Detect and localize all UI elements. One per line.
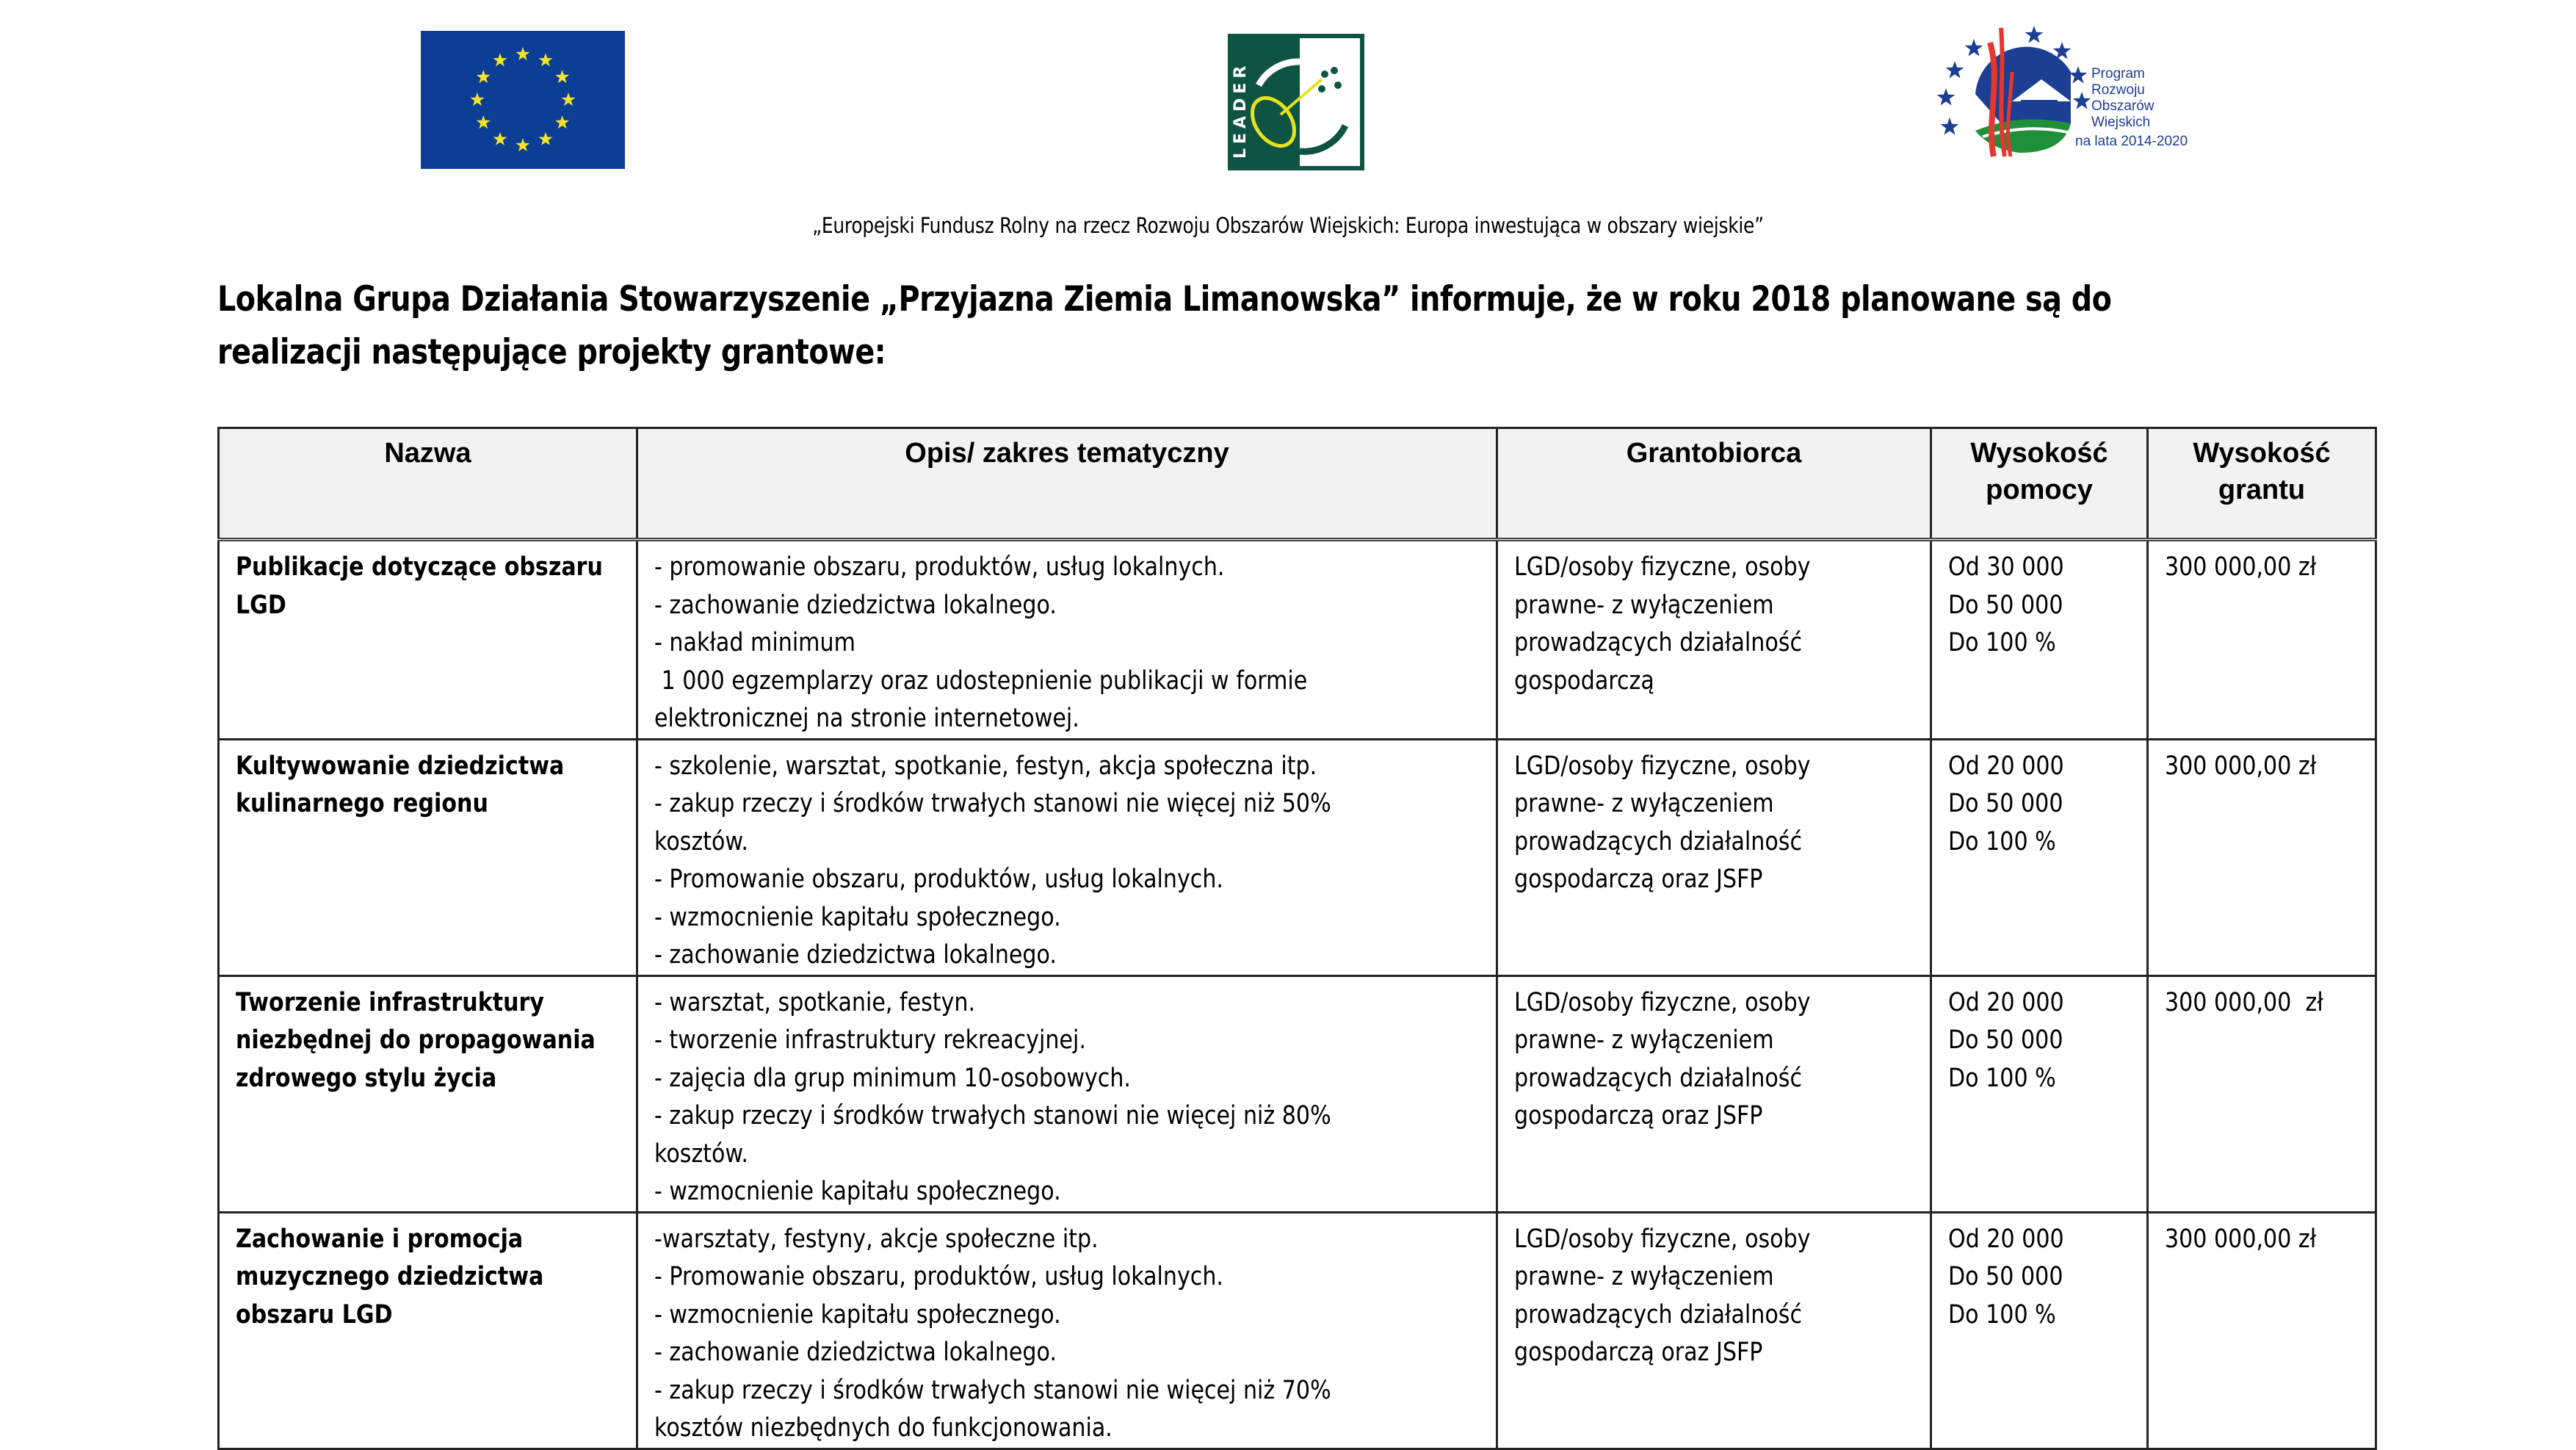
project-description-cell (637, 975, 1497, 1212)
project-name-cell (219, 540, 637, 740)
prow-star-icon (1937, 88, 1955, 106)
prow-wheat (1990, 43, 1994, 156)
project-name-line: zdrowego stylu życia (236, 1063, 497, 1093)
beneficiary-line: gospodarczą (1514, 666, 1654, 696)
grant-amount-cell (2148, 975, 2376, 1212)
aid-amount-line: Do 100 % (1948, 1299, 2056, 1330)
column-header-aid-amount: Wysokość pomocy (1931, 428, 2148, 540)
aid-amount-line: Od 20 000 (1948, 751, 2064, 781)
project-description-line: - szkolenie, warsztat, spotkanie, festyn, akcja społeczna itp. (654, 751, 1317, 781)
project-description-line: - zakup rzeczy i środków trwałych stanowi nie więcej niż 80% (654, 1101, 1331, 1130)
project-name-line: LGD (236, 590, 286, 620)
project-name-line: Tworzenie infrastruktury (236, 987, 545, 1017)
aid-amount-line: Do 100 % (1948, 1063, 2056, 1093)
column-header-description: Opis/ zakres tematyczny (637, 428, 1497, 540)
aid-amount-line: Do 50 000 (1948, 590, 2063, 620)
project-description-line: - wzmocnienie kapitału społecznego. (654, 902, 1061, 932)
page-title-line: Lokalna Grupa Działania Stowarzyszenie „Przyjazna Ziemia Limanowska” informuje, że w roku 2018 planowane są do (217, 279, 2112, 320)
project-description-line: - promowanie obszaru, produktów, usług lokalnych. (654, 552, 1225, 582)
aid-amount-line: Od 20 000 (1948, 987, 2064, 1017)
grant-amount-cell (2148, 1212, 2376, 1449)
project-description-line: - zakup rzeczy i środków trwałych stanowi nie więcej niż 50% (654, 789, 1331, 818)
leader-text: LEADER (1231, 61, 1250, 159)
project-description-cell (637, 739, 1497, 975)
project-name-line: niezbędnej do propagowania (236, 1025, 596, 1055)
prow-star-icon (2025, 26, 2044, 43)
grant-amount-line: 300 000,00 zł (2165, 552, 2317, 582)
project-description-line: kosztów. (654, 826, 748, 856)
leader-logo (1228, 34, 1367, 172)
eu-flag-icon (421, 31, 625, 169)
beneficiary-line: LGD/osoby fizyczne, osoby (1514, 987, 1811, 1017)
beneficiary-line: LGD/osoby fizyczne, osoby (1514, 1224, 1811, 1254)
fund-line: „Europejski Fundusz Rolny na rzecz Rozwoju Obszarów Wiejskich: Europa inwestująca w obszary wiejskie” (812, 213, 1764, 238)
grant-amount-cell (2148, 540, 2376, 740)
project-description-line: - zachowanie dziedzictwa lokalnego. (654, 1338, 1057, 1367)
project-name-cell (219, 1212, 637, 1449)
page-title-line: realizacji następujące projekty grantowe: (217, 332, 886, 372)
project-description-cell (637, 540, 1497, 740)
prow-logo-icon (1931, 6, 2196, 160)
column-header-name: Nazwa (219, 428, 637, 540)
beneficiary-line: prowadzących działalność (1514, 628, 1803, 657)
project-description-cell (637, 1212, 1497, 1449)
prow-text-line: Program (2091, 66, 2145, 82)
grants-table (217, 427, 2377, 1450)
aid-amount-line: Od 30 000 (1948, 552, 2064, 582)
project-name-line: kulinarnego regionu (236, 789, 488, 818)
project-name-cell (219, 739, 637, 975)
aid-amount-cell (1931, 739, 2148, 975)
beneficiary-line: prawne- z wyłączeniem (1514, 1262, 1774, 1291)
column-header-beneficiary: Grantobiorca (1497, 428, 1931, 540)
project-name-line: Kultywowanie dziedzictwa (236, 751, 565, 781)
grant-amount-line: 300 000,00 zł (2165, 751, 2317, 781)
prow-text-line: Wiejskich (2091, 115, 2151, 130)
project-name-line: obszaru LGD (236, 1299, 393, 1330)
eu-flag-logo (421, 31, 625, 169)
beneficiary-line: prawne- z wyłączeniem (1514, 1025, 1774, 1055)
prow-text-line: Rozwoju (2091, 82, 2145, 98)
project-description-line: kosztów niezbędnych do funkcjonowania. (654, 1413, 1112, 1443)
project-description-line: kosztów. (654, 1139, 748, 1169)
grant-amount-line: 300 000,00 zł (2165, 1224, 2317, 1254)
beneficiary-line: gospodarczą oraz JSFP (1514, 865, 1763, 894)
project-description-line: - Promowanie obszaru, produktów, usług lokalnych. (654, 865, 1224, 894)
aid-amount-line: Do 100 % (1948, 826, 2056, 856)
aid-amount-line: Do 50 000 (1948, 789, 2063, 818)
project-description-line: - wzmocnienie kapitału społecznego. (654, 1177, 1061, 1206)
table-row (219, 1212, 2376, 1449)
prow-star-icon (2073, 92, 2091, 109)
beneficiary-line: prowadzących działalność (1514, 1063, 1803, 1093)
beneficiary-line: prawne- z wyłączeniem (1514, 789, 1774, 818)
table-row (219, 975, 2376, 1212)
beneficiary-line: gospodarczą oraz JSFP (1514, 1101, 1763, 1130)
beneficiary-line: prowadzących działalność (1514, 826, 1803, 856)
project-description-line: - nakład minimum (654, 628, 855, 657)
prow-star-icon (1946, 61, 1964, 79)
prow-star-icon (1965, 39, 1983, 57)
aid-amount-cell (1931, 975, 2148, 1212)
project-description-line: elektronicznej na stronie internetowej. (654, 704, 1079, 733)
beneficiary-cell (1497, 1212, 1931, 1449)
column-header-grant-amount: Wysokość grantu (2148, 428, 2376, 540)
table-row (219, 739, 2376, 975)
beneficiary-cell (1497, 739, 1931, 975)
beneficiary-cell (1497, 975, 1931, 1212)
grant-amount-cell (2148, 739, 2376, 975)
project-description-line: - warsztat, spotkanie, festyn. (654, 987, 976, 1017)
project-description-line: - zachowanie dziedzictwa lokalnego. (654, 940, 1057, 970)
project-name-line: Zachowanie i promocja (236, 1224, 524, 1254)
grant-amount-line: 300 000,00 zł (2165, 987, 2323, 1017)
prow-logo (1931, 6, 2196, 160)
beneficiary-line: LGD/osoby fizyczne, osoby (1514, 552, 1811, 582)
project-description-line: 1 000 egzemplarzy oraz udostepnienie publikacji w formie (654, 666, 1308, 696)
aid-amount-line: Do 50 000 (1948, 1262, 2063, 1291)
prow-star-icon (2069, 66, 2088, 84)
aid-amount-cell (1931, 1212, 2148, 1449)
leader-logo-icon (1228, 34, 1367, 172)
beneficiary-line: prawne- z wyłączeniem (1514, 590, 1774, 620)
aid-amount-line: Od 20 000 (1948, 1224, 2064, 1254)
project-description-line: - zajęcia dla grup minimum 10-osobowych. (654, 1063, 1131, 1093)
project-description-line: - wzmocnienie kapitału społecznego. (654, 1299, 1061, 1330)
project-description-line: - zakup rzeczy i środków trwałych stanowi nie więcej niż 70% (654, 1375, 1331, 1405)
prow-star-icon (1941, 118, 1959, 135)
project-description-line: -warsztaty, festyny, akcje społeczne itp. (654, 1224, 1099, 1254)
aid-amount-line: Do 50 000 (1948, 1025, 2063, 1055)
project-name-line: Publikacje dotyczące obszaru (236, 552, 603, 582)
prow-period: na lata 2014-2020 (2075, 134, 2188, 149)
project-name-cell (219, 975, 637, 1212)
aid-amount-line: Do 100 % (1948, 628, 2056, 657)
prow-text-line: Obszarów (2091, 98, 2154, 114)
table-header-row (219, 428, 2376, 540)
aid-amount-cell (1931, 540, 2148, 740)
beneficiary-line: gospodarczą oraz JSFP (1514, 1338, 1763, 1367)
beneficiary-line: LGD/osoby fizyczne, osoby (1514, 751, 1811, 781)
project-description-line: - zachowanie dziedzictwa lokalnego. (654, 590, 1057, 620)
project-description-line: - Promowanie obszaru, produktów, usług lokalnych. (654, 1262, 1224, 1291)
project-name-line: muzycznego dziedzictwa (236, 1262, 544, 1291)
beneficiary-line: prowadzących działalność (1514, 1299, 1803, 1330)
page-title (217, 273, 2405, 379)
beneficiary-cell (1497, 540, 1931, 740)
table-row (219, 540, 2376, 740)
project-description-line: - tworzenie infrastruktury rekreacyjnej. (654, 1025, 1086, 1055)
